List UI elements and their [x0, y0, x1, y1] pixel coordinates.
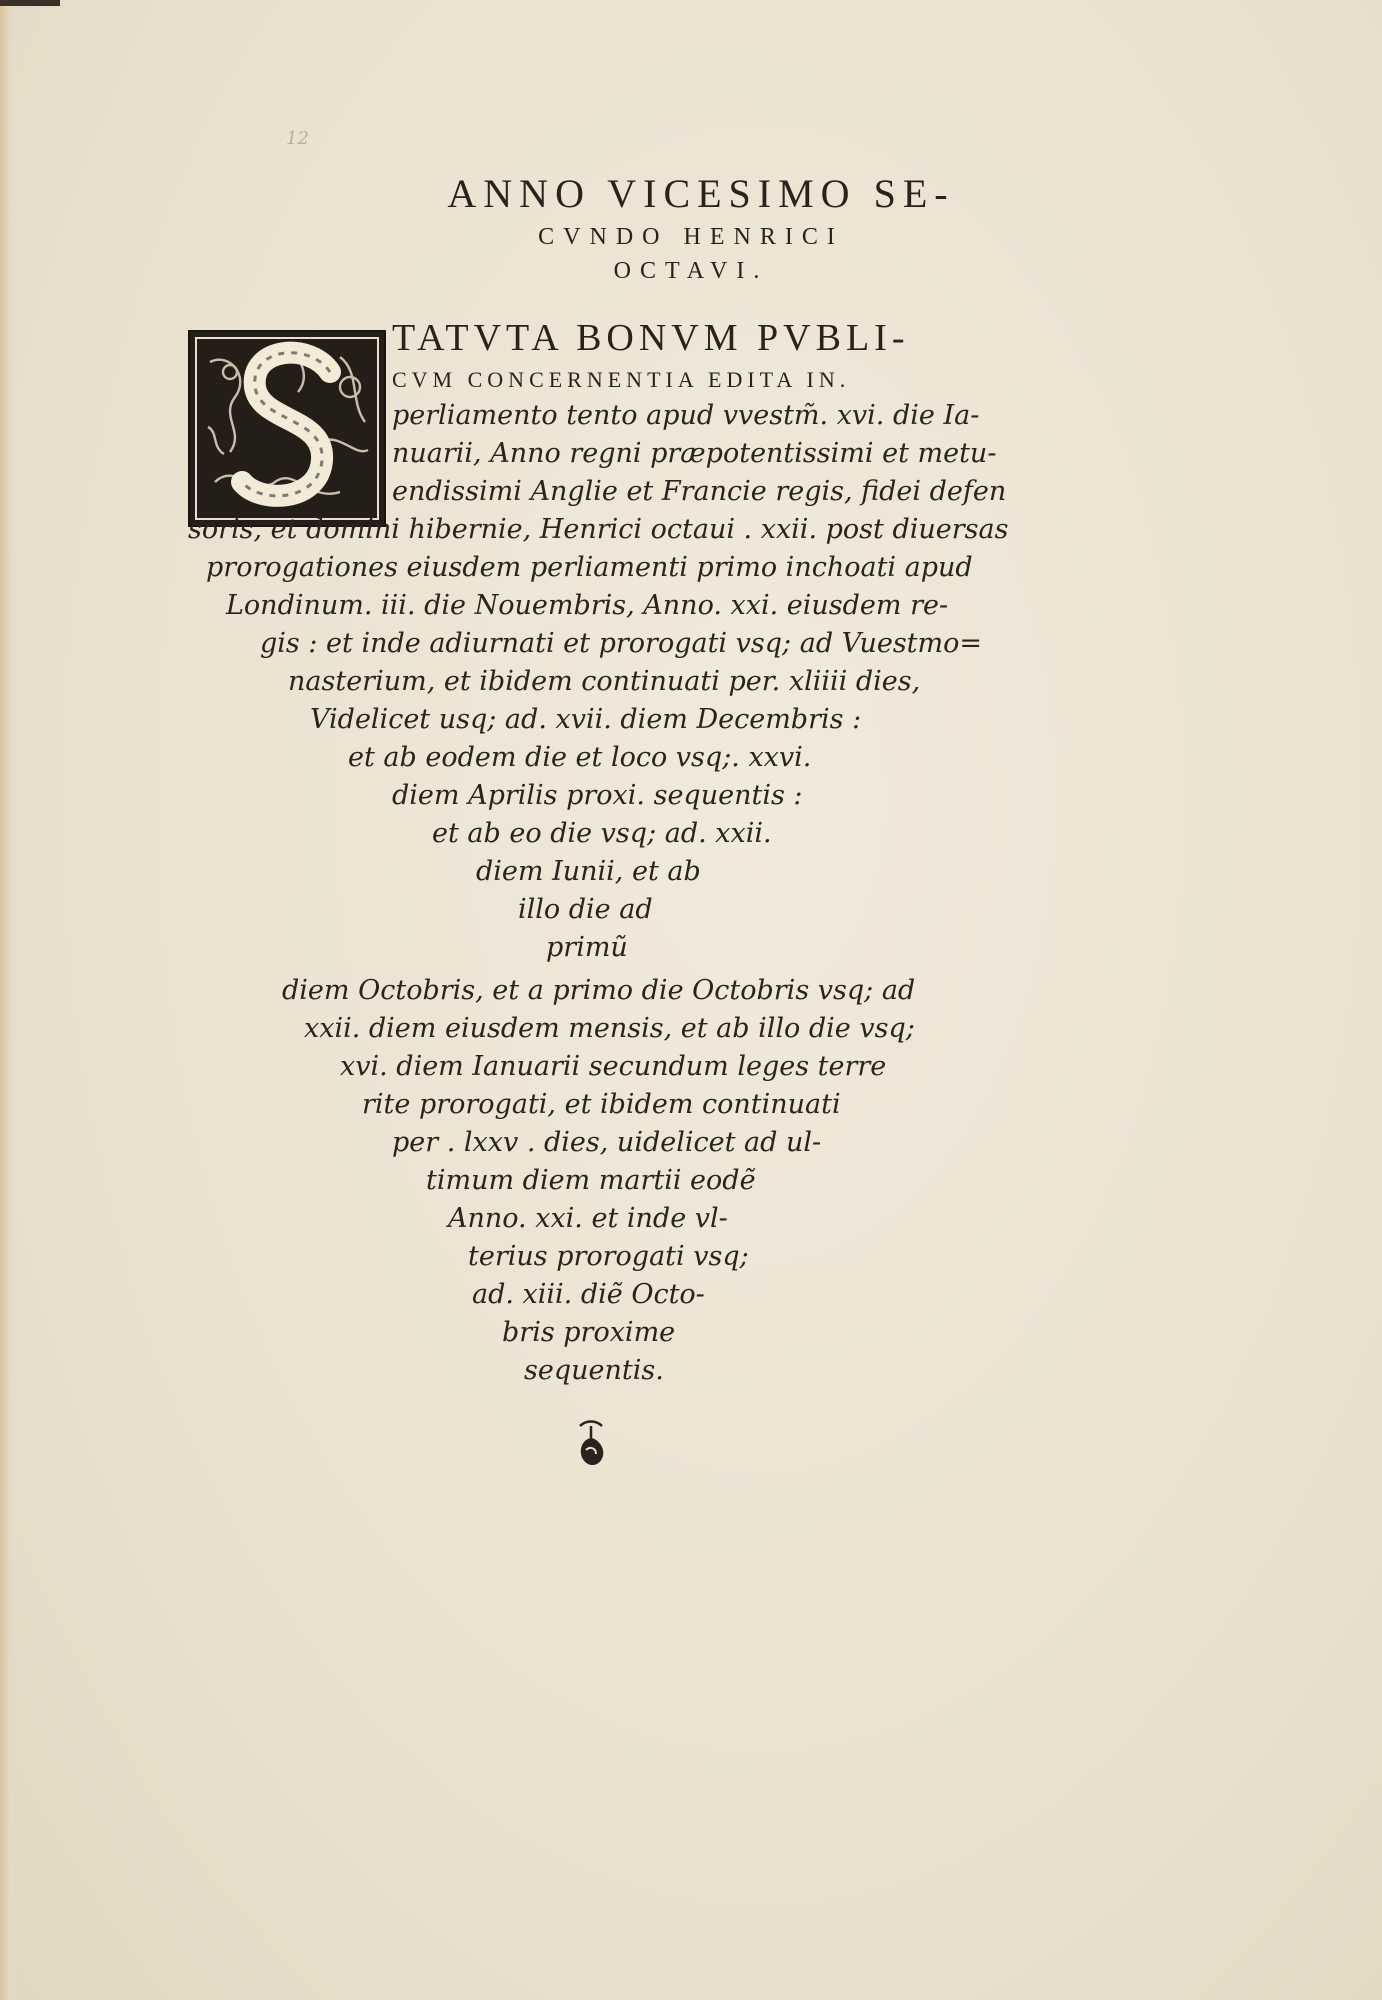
- text-line-3: endissimi Anglie et Francie regis, fidei defen: [392, 476, 1007, 507]
- page-binding-edge: [0, 0, 14, 2000]
- text-line-1: perliamento tento apud vvestm̃. xvi. die Ia-: [392, 400, 980, 431]
- text-line-20: per . lxxv . dies, uidelicet ad ul-: [392, 1127, 822, 1158]
- caps-line-1: TATVTA BONVM PVBLI-: [392, 317, 910, 359]
- text-line-23: terius prorogati vsq;: [468, 1241, 749, 1272]
- text-line-9: Videlicet usq; ad. xvii. diem Decembris :: [310, 704, 862, 735]
- woodcut-initial-s: [188, 330, 386, 527]
- text-line-22: Anno. xxi. et inde vl-: [448, 1203, 728, 1234]
- text-line-16: diem Octobris, et a primo die Octobris vsq; ad: [282, 975, 916, 1006]
- text-line-25: bris proxime: [502, 1317, 676, 1348]
- title-line-2: CVNDO HENRICI: [538, 224, 844, 250]
- text-line-5: prorogationes eiusdem perliamenti primo inchoati apud: [206, 552, 973, 583]
- text-line-15: primũ: [546, 932, 628, 963]
- caps-line-2: CVM CONCERNENTIA EDITA IN.: [392, 367, 851, 392]
- woodcut-initial-image: [190, 332, 384, 525]
- text-line-24: ad. xiii. diẽ Octo-: [472, 1279, 705, 1310]
- text-line-10: et ab eodem die et loco vsq;. xxvi.: [348, 742, 812, 773]
- page-corner-shadow: [0, 0, 60, 6]
- text-line-21: timum diem martii eodẽ: [426, 1165, 756, 1196]
- text-line-18: xvi. diem Ianuarii secundum leges terre: [340, 1051, 887, 1082]
- title-line-3: OCTAVI.: [613, 258, 769, 284]
- text-line-4: soris, et domini hibernie, Henrici octaui . xxii. post diuersas: [188, 514, 1009, 545]
- folio-number: 12: [286, 128, 309, 149]
- text-line-17: xxii. diem eiusdem mensis, et ab illo die vsq;: [304, 1013, 915, 1044]
- text-line-14: illo die ad: [518, 894, 653, 925]
- text-line-19: rite prorogati, et ibidem continuati: [362, 1089, 841, 1120]
- text-line-12: et ab eo die vsq; ad. xxii.: [432, 818, 772, 849]
- text-line-7: gis : et inde adiurnati et prorogati vsq; ad Vuestmo=: [260, 628, 983, 659]
- text-line-13: diem Iunii, et ab: [476, 856, 701, 887]
- text-line-2: nuarii, Anno regni præpotentissimi et metu-: [392, 438, 997, 469]
- text-line-11: diem Aprilis proxi. sequentis :: [392, 780, 803, 811]
- text-line-6: Londinum. iii. die Nouembris, Anno. xxi. eiusdem re-: [226, 590, 949, 621]
- fleuron-ornament-icon: [574, 1418, 608, 1468]
- title-line-1: ANNO VICESIMO SE-: [447, 171, 955, 216]
- text-line-8: nasterium, et ibidem continuati per. xliiii dies,: [288, 666, 921, 697]
- text-line-26: sequentis.: [524, 1355, 664, 1386]
